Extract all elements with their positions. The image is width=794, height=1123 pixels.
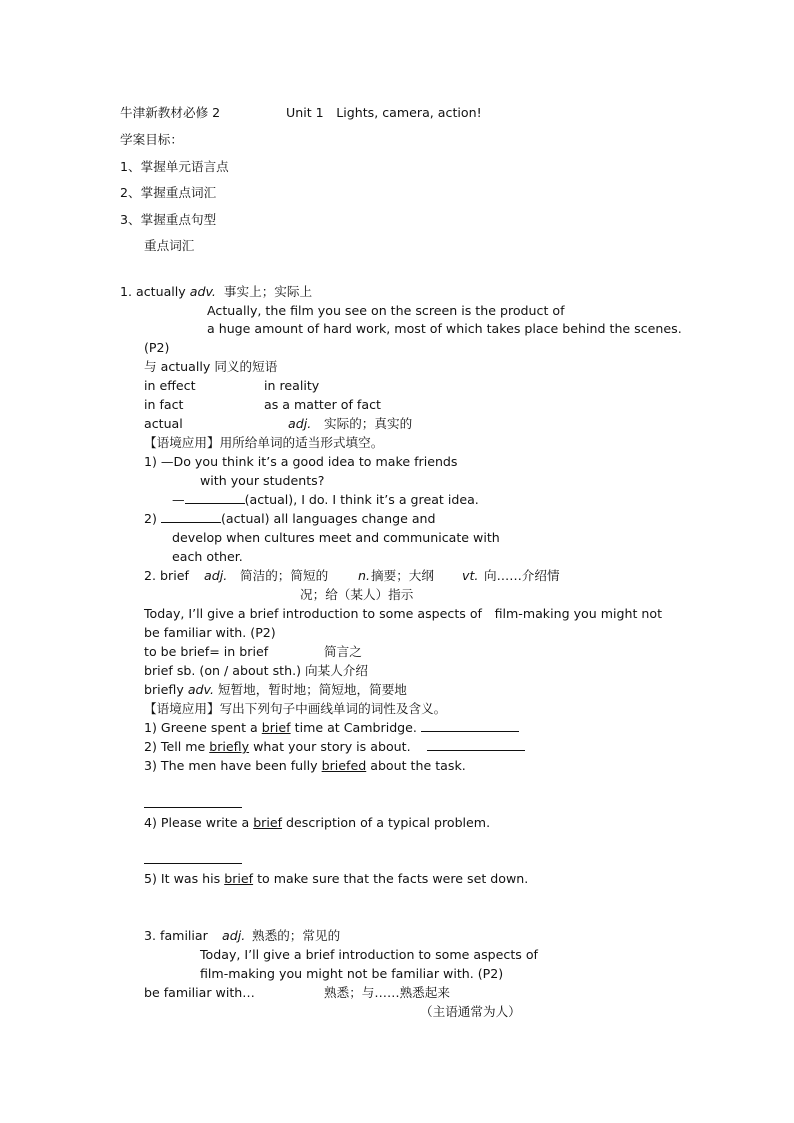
unit-title: Unit 1 Lights, camera, action!	[286, 105, 482, 120]
question-text: about the task.	[366, 758, 466, 773]
phrase-meaning: 简言之	[324, 644, 362, 659]
phrase: to be brief= in brief	[144, 644, 269, 659]
part-of-speech: n.	[358, 568, 370, 583]
part-of-speech: vt.	[462, 568, 479, 583]
meaning: 摘要；大纲	[371, 568, 434, 583]
example-sentence: Today, I’ll give a brief introduction to some aspects of	[200, 947, 538, 962]
answer-blank[interactable]	[421, 720, 519, 732]
phrase: be familiar with…	[144, 985, 255, 1000]
meaning: 况；给（某人）指示	[300, 587, 414, 602]
adverb-word: briefly	[144, 682, 184, 697]
question-text: time at Cambridge.	[290, 720, 417, 735]
answer-blank[interactable]	[161, 511, 221, 523]
meaning: 熟悉的；常见的	[252, 928, 341, 943]
underlined-word: briefed	[321, 758, 367, 773]
goal-item: 1、掌握单元语言点	[120, 159, 229, 174]
synonym-title: 与 actually 同义的短语	[144, 359, 278, 374]
exercise-question: 1) —Do you think it’s a good idea to make friends	[144, 454, 458, 469]
exercise-question	[144, 758, 466, 774]
underlined-word: briefly	[209, 739, 250, 754]
part-of-speech: adj.	[204, 568, 228, 583]
question-text: to make sure that the facts were set down.	[253, 871, 529, 886]
adverb-entry	[144, 682, 407, 698]
part-of-speech: adj.	[222, 928, 246, 943]
question-text: (actual) all languages change and	[220, 511, 436, 526]
synonym-phrase: as a matter of fact	[264, 397, 381, 412]
exercise-question	[144, 871, 528, 887]
synonym-phrase: in fact	[144, 397, 184, 412]
entry-familiar-head: 3. familiar	[144, 928, 208, 943]
goal-item: 2、掌握重点词汇	[120, 185, 217, 200]
synonym-phrase: in reality	[264, 378, 320, 393]
exercise-answer-line	[172, 492, 479, 508]
dash: —	[172, 492, 185, 507]
part-of-speech: adv.	[187, 682, 214, 697]
exercise-title: 【语境应用】写出下列句子中画线单词的词性及含义。	[144, 701, 447, 716]
example-sentence: Today, I’ll give a brief introduction to some aspects of film-making you might not	[144, 606, 663, 621]
example-sentence: be familiar with. (P2)	[144, 625, 276, 640]
phrase: brief sb. (on / about sth.) 向某人介绍	[144, 663, 368, 678]
related-meaning: 实际的；真实的	[324, 416, 413, 431]
related-pos: adj.	[288, 416, 312, 431]
usage-note: （主语通常为人）	[420, 1004, 521, 1019]
page-ref: (P2)	[144, 340, 170, 355]
question-text: description of a typical problem.	[282, 815, 491, 830]
question-text: 5) It was his	[144, 871, 225, 886]
answer-blank[interactable]	[185, 492, 245, 504]
underlined-word: brief	[224, 871, 254, 886]
exercise-question: develop when cultures meet and communicate with	[172, 530, 500, 545]
headword: 1. actually	[120, 284, 186, 299]
question-text: what your story is about.	[249, 739, 411, 754]
entry-actually-head	[120, 284, 312, 300]
related-word: actual	[144, 416, 183, 431]
question-text: 2) Tell me	[144, 739, 210, 754]
exercise-question	[144, 511, 436, 527]
question-text: 3) The men have been fully	[144, 758, 322, 773]
question-text: 4) Please write a	[144, 815, 254, 830]
answer-blank-line	[144, 796, 242, 812]
meaning: 向……介绍情	[484, 568, 560, 583]
synonym-phrase: in effect	[144, 378, 196, 393]
example-sentence: a huge amount of hard work, most of which takes place behind the scenes.	[207, 321, 682, 336]
answer-blank-line	[144, 852, 242, 868]
example-sentence: Actually, the film you see on the screen is the product of	[207, 303, 565, 318]
answer-text: (actual), I do. I think it’s a great idea.	[244, 492, 479, 507]
goals-title: 学案目标：	[120, 132, 183, 147]
textbook-name: 牛津新教材必修 2	[120, 105, 221, 120]
phrase-meaning: 熟悉；与……熟悉起来	[324, 985, 450, 1000]
example-sentence: film-making you might not be familiar with. (P2)	[200, 966, 504, 981]
exercise-title: 【语境应用】用所给单词的适当形式填空。	[144, 435, 384, 450]
answer-blank[interactable]	[144, 852, 242, 864]
goal-item: 3、掌握重点句型	[120, 212, 217, 227]
answer-blank[interactable]	[427, 739, 525, 751]
exercise-question: with your students?	[200, 473, 325, 488]
exercise-question	[144, 720, 519, 736]
question-number: 2)	[144, 511, 157, 526]
meaning: 短暂地，暂时地；简短地，简要地	[217, 682, 407, 697]
meaning: 事实上；实际上	[223, 284, 313, 299]
meaning: 简洁的；简短的	[240, 568, 329, 583]
exercise-question	[144, 815, 490, 831]
underlined-word: brief	[261, 720, 291, 735]
question-text: 1) Greene spent a	[144, 720, 262, 735]
underlined-word: brief	[253, 815, 283, 830]
exercise-question	[144, 739, 525, 755]
answer-blank[interactable]	[144, 796, 242, 808]
exercise-question: each other.	[172, 549, 243, 564]
entry-brief-head: 2. brief	[144, 568, 189, 583]
vocab-heading: 重点词汇	[144, 238, 195, 253]
part-of-speech: adv.	[189, 284, 216, 299]
